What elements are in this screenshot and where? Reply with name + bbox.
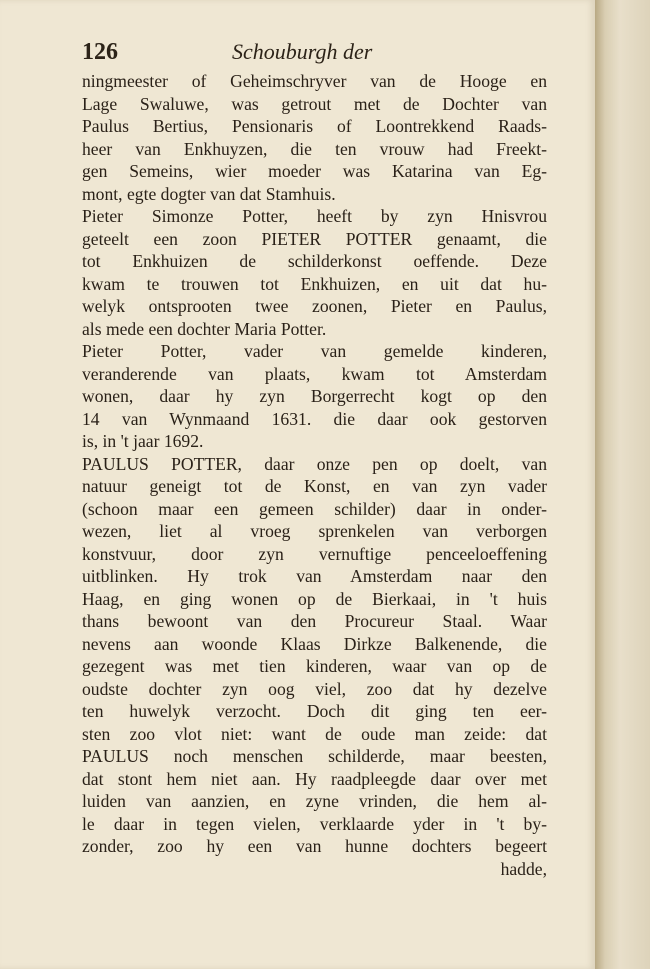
running-head: Schouburgh der <box>232 39 373 64</box>
text-line: geteelt een zoon PIETER POTTER genaamt, die <box>82 228 547 249</box>
text-line: mont, egte dogter van dat Stamhuis. <box>82 183 336 204</box>
page-number: 126 <box>82 39 118 65</box>
text-line: Pieter Potter, vader van gemelde kinderen, <box>82 341 547 361</box>
text-line: Haag, en ging wonen op de Bierkaai, in 't huis <box>82 588 547 609</box>
catchword: hadde, <box>500 858 547 879</box>
text-line: le daar in tegen vielen, verklaarde yder in 't by- <box>82 813 547 834</box>
text-line: ningmeester of Geheimschryver van de Hooge en <box>82 71 547 91</box>
text-line: veranderende van plaats, kwam tot Amsterdam <box>82 363 547 384</box>
text-line: thans bewoont van den Procureur Staal. Waar <box>82 611 547 631</box>
text-line: gen Semeins, wier moeder was Katarina van Eg- <box>82 161 547 181</box>
text-line: nevens aan woonde Klaas Dirkze Balkenende, die <box>82 633 547 654</box>
text-line: als mede een dochter Maria Potter. <box>82 318 327 339</box>
text-line: kwam te trouwen tot Enkhuizen, en uit dat hu- <box>82 273 547 294</box>
text-line: ten huwelyk verzocht. Doch dit ging ten eer- <box>82 701 547 721</box>
text-line: dat stont hem niet aan. Hy raadpleegde daar over met <box>82 768 547 789</box>
text-line: tot Enkhuizen de schilderkonst oeffende. Deze <box>82 251 547 271</box>
text-line: luiden van aanzien, en zyne vrinden, die hem al- <box>82 791 547 811</box>
text-line: is, in 't jaar 1692. <box>82 431 204 451</box>
text-line: (schoon maar een gemeen schilder) daar in onder- <box>82 498 547 519</box>
text-line: natuur geneigt tot de Konst, en van zyn vader <box>82 476 547 496</box>
text-line: heer van Enkhuyzen, die ten vrouw had Freekt- <box>82 138 547 159</box>
text-line: zonder, zoo hy een van hunne dochters begeert <box>82 836 547 856</box>
text-line: 14 van Wynmaand 1631. die daar ook gestorven <box>82 408 547 429</box>
book-gutter <box>595 0 650 969</box>
body-text <box>82 70 547 880</box>
text-line: PAULUS noch menschen schilderde, maar beesten, <box>82 746 547 766</box>
text-line: oudste dochter zyn oog viel, zoo dat hy dezelve <box>82 678 547 699</box>
text-line: konstvuur, door zyn vernuftige penceeloeffening <box>82 543 547 564</box>
text-line: wezen, liet al vroeg sprenkelen van verborgen <box>82 521 547 541</box>
text-line: Paulus Bertius, Pensionaris of Loontrekkend Raads- <box>82 116 547 136</box>
text-line: Pieter Simonze Potter, heeft by zyn Hnisvrou <box>82 206 547 226</box>
text-line: gezegent was met tien kinderen, waar van op de <box>82 656 547 676</box>
text-line: sten zoo vlot niet: want de oude man zeide: dat <box>82 723 547 744</box>
text-line: uitblinken. Hy trok van Amsterdam naar den <box>82 566 547 586</box>
page-header <box>82 37 542 67</box>
text-line: welyk ontsprooten twee zoonen, Pieter en Paulus, <box>82 296 547 316</box>
text-line: Lage Swaluwe, was getrout met de Dochter van <box>82 93 547 114</box>
text-line: wonen, daar hy zyn Borgerrecht kogt op den <box>82 386 547 406</box>
text-line: PAULUS POTTER, daar onze pen op doelt, van <box>82 453 547 474</box>
